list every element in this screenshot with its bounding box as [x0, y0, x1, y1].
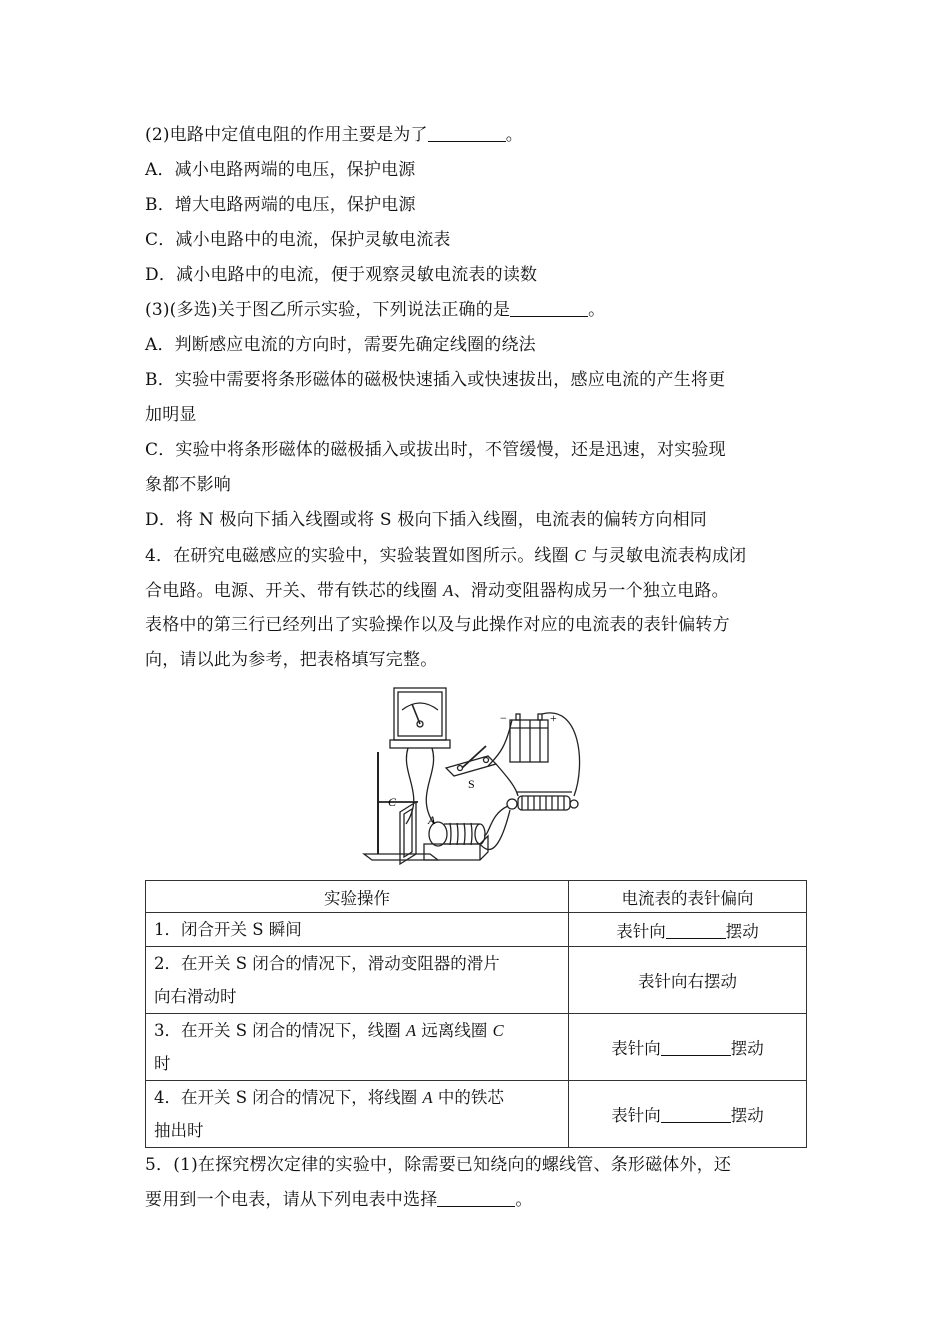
- row4-result: 表针向 摆动: [569, 1081, 807, 1148]
- answer-blank: [666, 920, 726, 939]
- row1-operation: 1．闭合开关 S 瞬间: [146, 913, 569, 947]
- q3-option-b-line1: B．实验中需要将条形磁体的磁极快速插入或快速拔出，感应电流的产生将更: [145, 370, 726, 390]
- q4-line1: 4．在研究电磁感应的实验中，实验装置如图所示。线圈 C 与灵敏电流表构成闭: [145, 546, 747, 566]
- label-minus: −: [500, 711, 507, 725]
- row3-operation: 3．在开关 S 闭合的情况下，线圈 A 远离线圈 C 时: [146, 1014, 569, 1081]
- row2-operation: 2．在开关 S 闭合的情况下，滑动变阻器的滑片 向右滑动时: [146, 947, 569, 1014]
- table-row: [146, 1081, 807, 1148]
- q4-line3: 表格中的第三行已经列出了实验操作以及与此操作对应的电流表的表针偏转方: [145, 615, 730, 635]
- q2-option-a: A．减小电路两端的电压，保护电源: [145, 160, 416, 180]
- q4-line4: 向，请以此为参考，把表格填写完整。: [145, 650, 438, 670]
- q3-option-c-line1: C．实验中将条形磁体的磁极插入或拔出时，不管缓慢，还是迅速，对实验现: [145, 440, 726, 460]
- q3-option-c-line2: 象都不影响: [145, 475, 231, 495]
- q2-stem: (2)电路中定值电阻的作用主要是为了 。: [145, 125, 523, 145]
- q5-line2: 要用到一个电表，请从下列电表中选择 。: [145, 1190, 533, 1210]
- apparatus-figure: [145, 684, 807, 874]
- table-row: [146, 947, 807, 1014]
- answer-blank: [661, 1037, 731, 1056]
- galvanometer: [394, 688, 446, 740]
- q3-option-d: D．将 N 极向下插入线圈或将 S 极向下插入线圈，电流表的偏转方向相同: [145, 510, 707, 530]
- header-operation: 实验操作: [146, 881, 569, 913]
- q4-line2: 合电路。电源、开关、带有铁芯的线圈 A、滑动变阻器构成另一个独立电路。: [145, 581, 729, 601]
- q3-option-b-line2: 加明显: [145, 405, 197, 425]
- table-row: [146, 1014, 807, 1081]
- q3-stem: (3)(多选)关于图乙所示实验，下列说法正确的是 。: [145, 300, 606, 320]
- q2-option-b: B．增大电路两端的电压，保护电源: [145, 195, 416, 215]
- row4-operation: 4．在开关 S 闭合的情况下，将线圈 A 中的铁芯 抽出时: [146, 1081, 569, 1148]
- battery: [510, 720, 548, 762]
- label-c: C: [388, 795, 397, 809]
- document-page: [145, 118, 807, 1218]
- row2-result: 表针向右摆动: [569, 947, 807, 1014]
- rheostat: [518, 796, 570, 810]
- q3-option-a: A．判断感应电流的方向时，需要先确定线圈的绕法: [145, 335, 536, 355]
- header-result: 电流表的表针偏向: [569, 881, 807, 913]
- q2-option-c: C．减小电路中的电流，保护灵敏电流表: [145, 230, 451, 250]
- q5-line1: 5．(1)在探究楞次定律的实验中，除需要已知绕向的螺线管、条形磁体外，还: [145, 1155, 732, 1175]
- label-s: S: [468, 777, 475, 791]
- q2-option-d: D．减小电路中的电流，便于观察灵敏电流表的读数: [145, 265, 538, 285]
- answer-blank: [437, 1188, 515, 1207]
- answer-blank: [510, 298, 588, 317]
- answer-blank: [428, 123, 506, 142]
- row3-result: 表针向 摆动: [569, 1014, 807, 1081]
- experiment-table: [145, 880, 807, 1148]
- table-row: [146, 913, 807, 947]
- label-plus: +: [550, 711, 557, 725]
- label-a: A: [428, 813, 436, 827]
- apparatus-drawing: [360, 684, 600, 870]
- answer-blank: [661, 1104, 731, 1123]
- row1-result: 表针向 摆动: [569, 913, 807, 947]
